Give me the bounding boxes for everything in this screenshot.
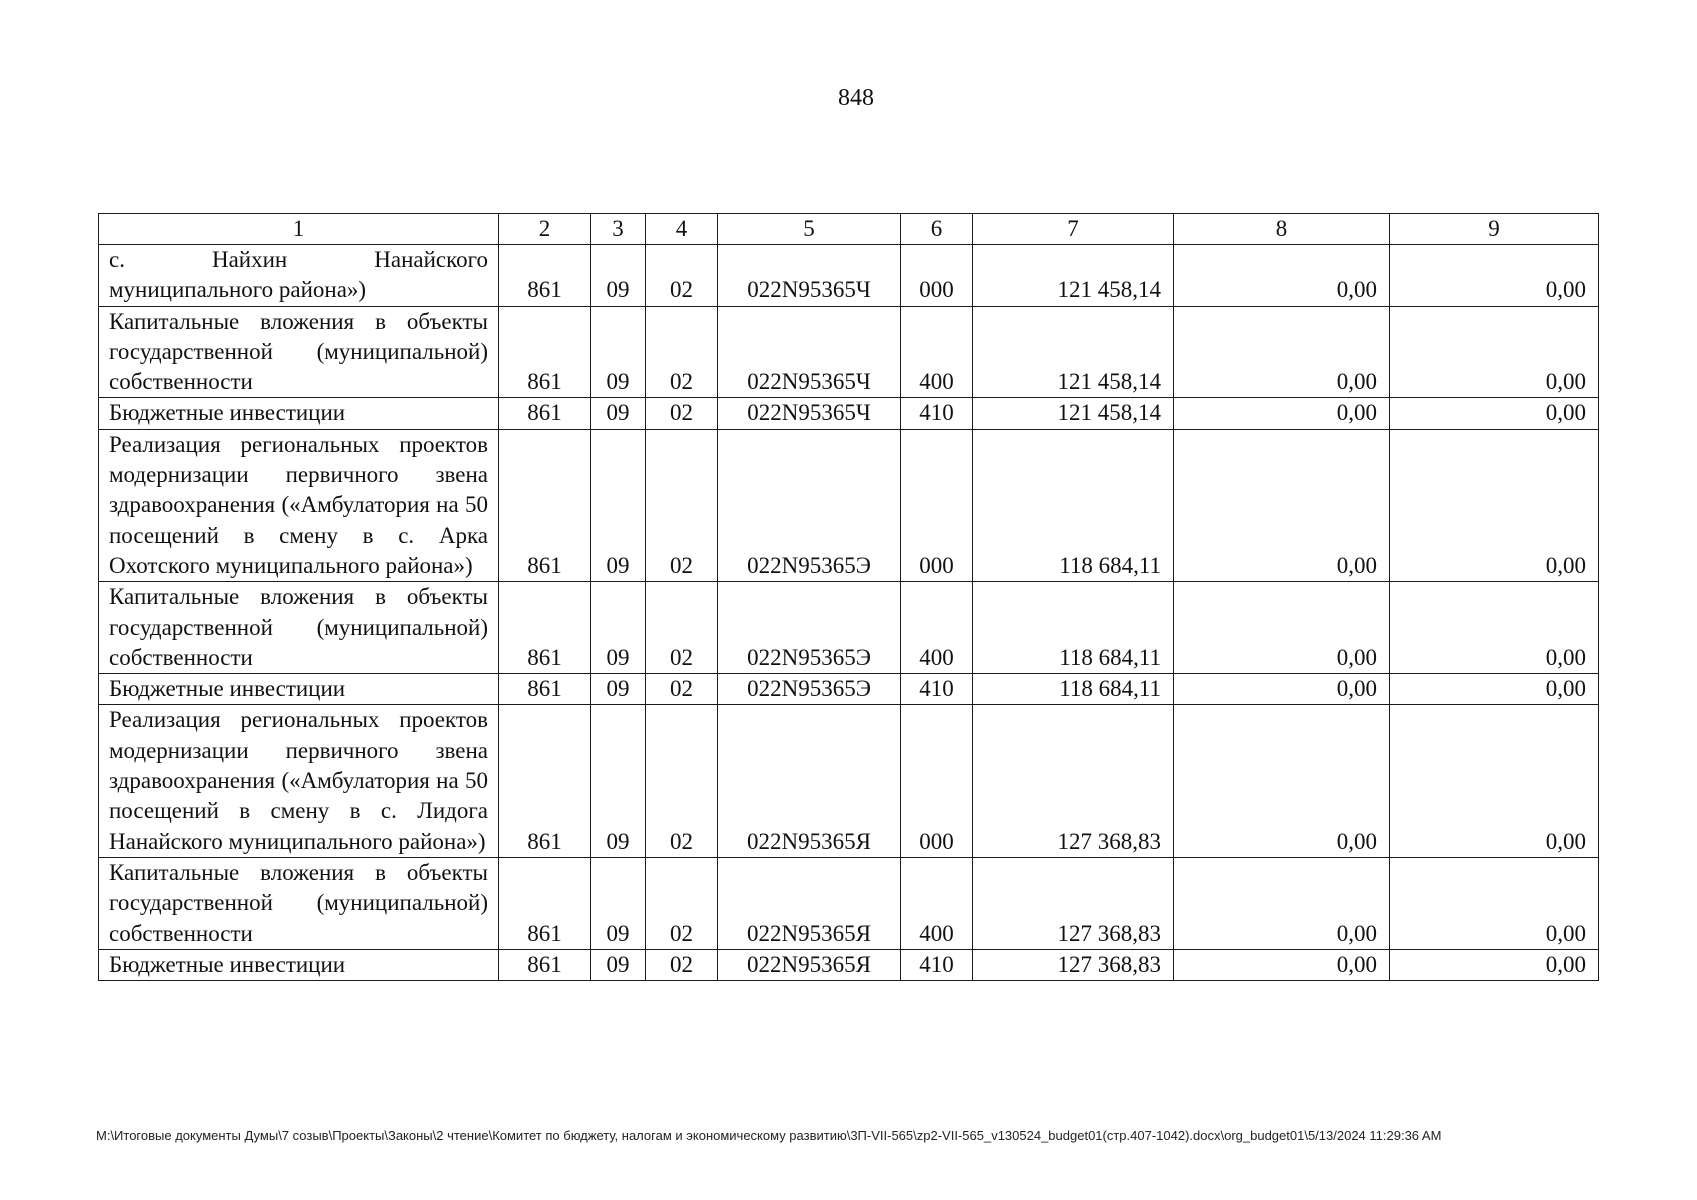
- row-amount-cell: 0,00: [1390, 582, 1599, 674]
- budget-table: [98, 213, 1599, 981]
- row-target-article-cell: 022N95365Я: [718, 857, 901, 949]
- row-expense-type-cell: 000: [901, 705, 973, 857]
- row-amount-cell: 0,00: [1174, 245, 1390, 307]
- row-expense-type-cell: 400: [901, 857, 973, 949]
- row-target-article-cell: 022N95365Ч: [718, 306, 901, 398]
- row-name-cell: Бюджетные инвестиции: [99, 949, 499, 980]
- row-section-cell: 09: [591, 705, 646, 857]
- row-code-cell: 861: [499, 245, 591, 307]
- document-file-path-footer: M:\Итоговые документы Думы\7 созыв\Проекты\Законы\2 чтение\Комитет по бюджету, налогам и экономическому развитию\3П-VII-565\zp2-VII-565_v130524_budget01(стр.407-1042).docx\org_budget01\5/13/2024 11:29:36 AM: [96, 1128, 1442, 1143]
- row-expense-type-cell: 000: [901, 429, 973, 581]
- column-header: 2: [499, 214, 591, 245]
- row-name-cell: Реализация региональных проектов модернизации первичного звена здравоохранения («Амбулатория на 50 посещений в смену в с. Арка Охотского муниципального района»): [99, 429, 499, 581]
- table-row: [99, 306, 1599, 398]
- column-header: 6: [901, 214, 973, 245]
- row-amount-cell: 0,00: [1390, 245, 1599, 307]
- row-expense-type-cell: 400: [901, 306, 973, 398]
- row-section-cell: 09: [591, 429, 646, 581]
- row-section-cell: 09: [591, 306, 646, 398]
- table-header-row: [99, 214, 1599, 245]
- column-header: 7: [973, 214, 1174, 245]
- row-expense-type-cell: 410: [901, 674, 973, 705]
- row-subsection-cell: 02: [646, 398, 718, 429]
- table-row: [99, 429, 1599, 581]
- row-section-cell: 09: [591, 398, 646, 429]
- row-amount-cell: 127 368,83: [973, 949, 1174, 980]
- column-header: 4: [646, 214, 718, 245]
- row-subsection-cell: 02: [646, 674, 718, 705]
- row-expense-type-cell: 000: [901, 245, 973, 307]
- table-row: [99, 857, 1599, 949]
- row-name-cell: Капитальные вложения в объекты государственной (муниципальной) собственности: [99, 306, 499, 398]
- table-row: [99, 674, 1599, 705]
- row-name-cell: Реализация региональных проектов модернизации первичного звена здравоохранения («Амбулатория на 50 посещений в смену в с. Лидога Нанайского муниципального района»): [99, 705, 499, 857]
- row-amount-cell: 0,00: [1174, 582, 1390, 674]
- row-subsection-cell: 02: [646, 582, 718, 674]
- row-target-article-cell: 022N95365Я: [718, 949, 901, 980]
- row-target-article-cell: 022N95365Э: [718, 582, 901, 674]
- row-section-cell: 09: [591, 245, 646, 307]
- row-section-cell: 09: [591, 949, 646, 980]
- row-code-cell: 861: [499, 429, 591, 581]
- row-expense-type-cell: 400: [901, 582, 973, 674]
- row-name-cell: Капитальные вложения в объекты государственной (муниципальной) собственности: [99, 857, 499, 949]
- row-amount-cell: 121 458,14: [973, 398, 1174, 429]
- row-expense-type-cell: 410: [901, 949, 973, 980]
- row-target-article-cell: 022N95365Я: [718, 705, 901, 857]
- column-header: 3: [591, 214, 646, 245]
- row-amount-cell: 0,00: [1390, 674, 1599, 705]
- row-amount-cell: 0,00: [1390, 306, 1599, 398]
- row-amount-cell: 0,00: [1174, 398, 1390, 429]
- row-amount-cell: 0,00: [1390, 429, 1599, 581]
- table-row: [99, 582, 1599, 674]
- row-code-cell: 861: [499, 582, 591, 674]
- row-amount-cell: 118 684,11: [973, 429, 1174, 581]
- row-name-cell: с. Найхин Нанайского муниципального района»): [99, 245, 499, 307]
- row-subsection-cell: 02: [646, 705, 718, 857]
- row-code-cell: 861: [499, 949, 591, 980]
- row-amount-cell: 121 458,14: [973, 306, 1174, 398]
- column-header: 1: [99, 214, 499, 245]
- row-section-cell: 09: [591, 674, 646, 705]
- row-section-cell: 09: [591, 582, 646, 674]
- row-amount-cell: 121 458,14: [973, 245, 1174, 307]
- row-amount-cell: 0,00: [1390, 705, 1599, 857]
- row-code-cell: 861: [499, 857, 591, 949]
- row-amount-cell: 118 684,11: [973, 674, 1174, 705]
- row-target-article-cell: 022N95365Ч: [718, 398, 901, 429]
- column-header: 8: [1174, 214, 1390, 245]
- row-amount-cell: 0,00: [1174, 674, 1390, 705]
- row-amount-cell: 0,00: [1390, 398, 1599, 429]
- row-amount-cell: 0,00: [1390, 949, 1599, 980]
- row-amount-cell: 0,00: [1174, 949, 1390, 980]
- row-expense-type-cell: 410: [901, 398, 973, 429]
- page-number: 848: [838, 85, 874, 111]
- column-header: 5: [718, 214, 901, 245]
- row-section-cell: 09: [591, 857, 646, 949]
- table-row: [99, 398, 1599, 429]
- row-subsection-cell: 02: [646, 949, 718, 980]
- row-code-cell: 861: [499, 705, 591, 857]
- row-name-cell: Капитальные вложения в объекты государственной (муниципальной) собственности: [99, 582, 499, 674]
- row-target-article-cell: 022N95365Э: [718, 674, 901, 705]
- table-row: [99, 705, 1599, 857]
- table-row: [99, 949, 1599, 980]
- row-target-article-cell: 022N95365Ч: [718, 245, 901, 307]
- row-amount-cell: 0,00: [1390, 857, 1599, 949]
- row-amount-cell: 127 368,83: [973, 705, 1174, 857]
- row-code-cell: 861: [499, 306, 591, 398]
- row-code-cell: 861: [499, 398, 591, 429]
- row-name-cell: Бюджетные инвестиции: [99, 674, 499, 705]
- row-amount-cell: 0,00: [1174, 857, 1390, 949]
- row-subsection-cell: 02: [646, 306, 718, 398]
- row-code-cell: 861: [499, 674, 591, 705]
- row-amount-cell: 0,00: [1174, 306, 1390, 398]
- row-subsection-cell: 02: [646, 429, 718, 581]
- column-header: 9: [1390, 214, 1599, 245]
- table-row: [99, 245, 1599, 307]
- row-subsection-cell: 02: [646, 245, 718, 307]
- row-amount-cell: 118 684,11: [973, 582, 1174, 674]
- row-amount-cell: 0,00: [1174, 429, 1390, 581]
- row-amount-cell: 0,00: [1174, 705, 1390, 857]
- row-target-article-cell: 022N95365Э: [718, 429, 901, 581]
- row-subsection-cell: 02: [646, 857, 718, 949]
- row-name-cell: Бюджетные инвестиции: [99, 398, 499, 429]
- row-amount-cell: 127 368,83: [973, 857, 1174, 949]
